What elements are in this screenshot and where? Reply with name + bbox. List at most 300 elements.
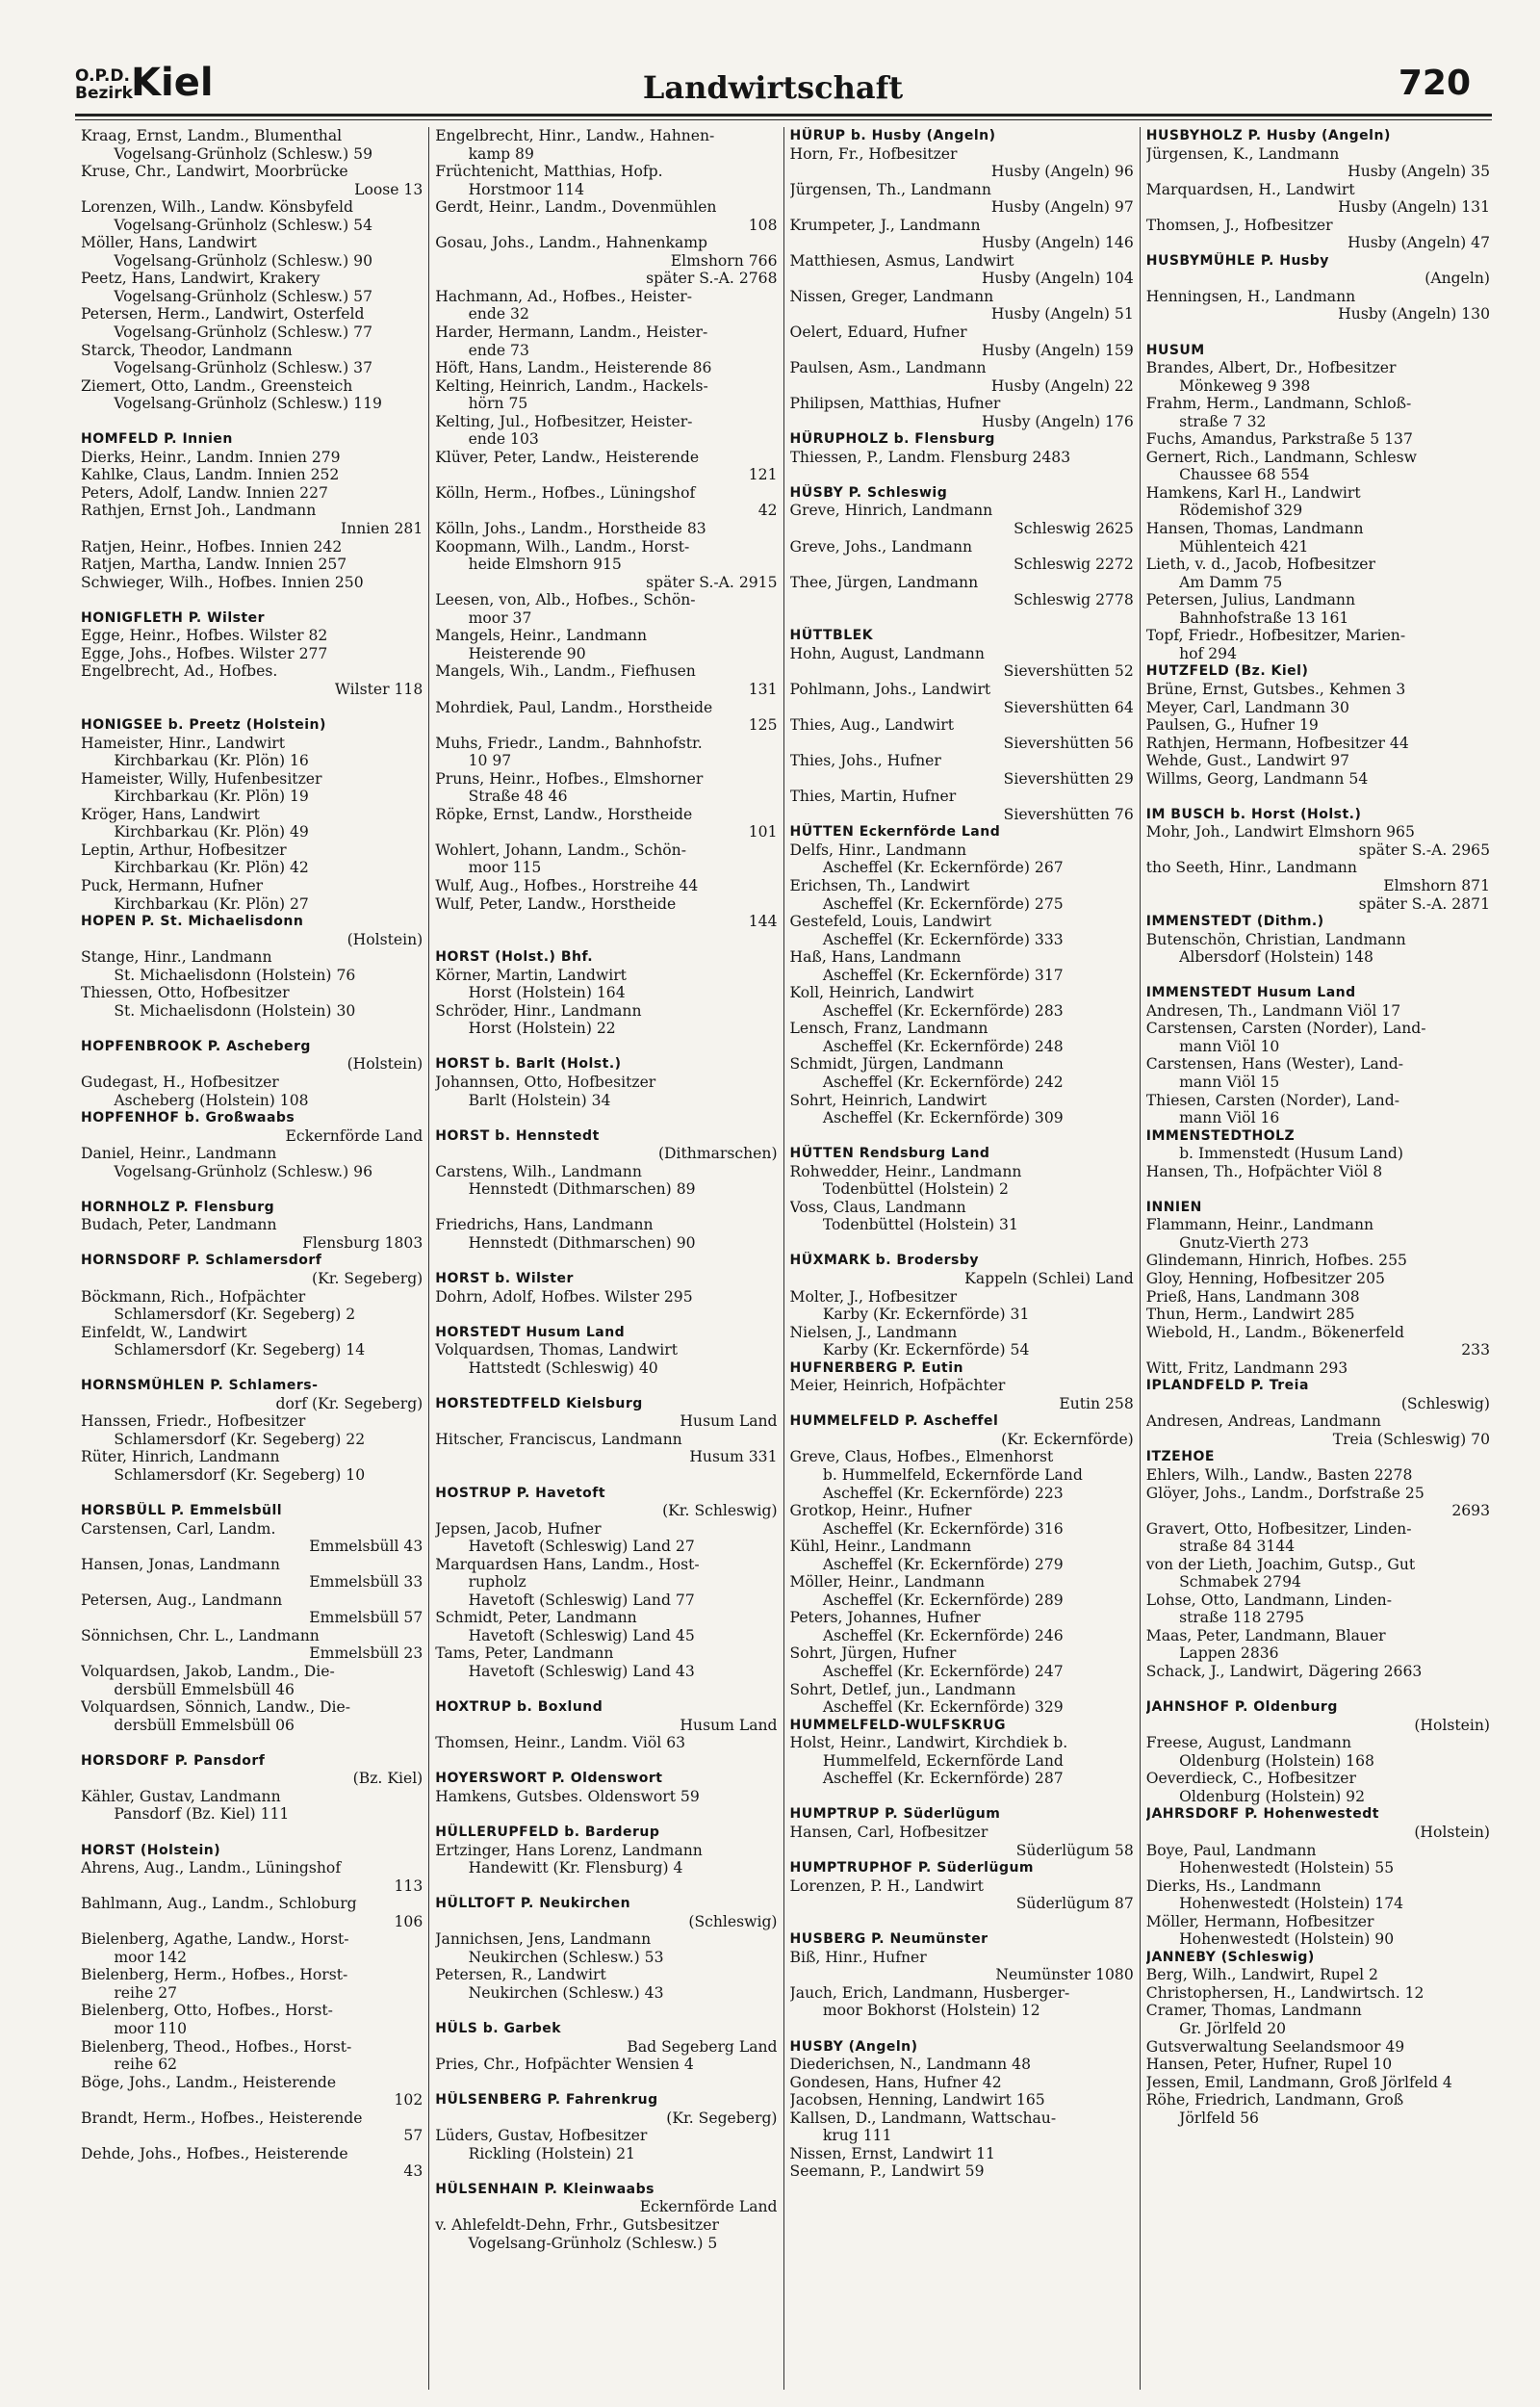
entry-line: Havetoft (Schleswig) Land 77: [468, 1591, 695, 1609]
entry-line: Peetz, Hans, Landwirt, Krakery: [81, 270, 321, 288]
spacer: [790, 1913, 1134, 1931]
entry-line: Jörlfeld 56: [1179, 2109, 1259, 2127]
locality-heading: HÜTTEN Rendsburg Land: [789, 1146, 990, 1162]
region-line-2: Bezirk: [75, 84, 133, 103]
entry-line: Jessen, Emil, Landmann, Groß Jörlfeld 4: [1145, 2073, 1452, 2091]
entry-line: moor 115: [468, 859, 542, 877]
entry-line: Kirchbarkau (Kr. Plön) 16: [114, 752, 309, 770]
entry-line: Gudegast, H., Hofbesitzer: [81, 1073, 279, 1091]
entry-line: Treia (Schleswig) 70: [1332, 1430, 1490, 1448]
entry-line: (Holstein): [346, 1055, 424, 1074]
entry-line: Handewitt (Kr. Flensburg) 4: [468, 1859, 683, 1877]
entry-line: Mühlenteich 421: [1179, 537, 1309, 556]
entry-line: Rödemishof 329: [1179, 502, 1303, 520]
entry-line: Oldenburg (Holstein) 92: [1179, 1787, 1365, 1805]
entry-line: v. Ahlefeldt-Dehn, Frhr., Gutsbesitzer: [435, 2215, 719, 2234]
entry-line: krug 111: [822, 2127, 892, 2145]
entry-line: Eutin 258: [1059, 1394, 1134, 1412]
entry-line: Innien 281: [341, 520, 424, 538]
spacer: [81, 591, 423, 609]
entry-line: Horst (Holstein) 22: [468, 1020, 616, 1038]
entry-line: Erichsen, Th., Landwirt: [789, 876, 970, 894]
entry-line: Thies, Johs., Hufner: [789, 752, 941, 770]
entry-line: Boye, Paul, Landmann: [1145, 1841, 1317, 1859]
entry-line: Husby (Angeln) 51: [990, 305, 1134, 324]
entry-line: rupholz: [468, 1573, 526, 1592]
entry-line: Heisterende 90: [468, 644, 586, 662]
entry-line: Wilster 118: [334, 680, 424, 698]
locality-heading: HORSBÜLL P. Emmelsbüll: [81, 1503, 283, 1519]
entry-line: Butenschön, Christian, Landmann: [1145, 930, 1406, 948]
entry-line: ende 32: [468, 305, 529, 324]
entry-line: mann Viöl 15: [1179, 1073, 1280, 1091]
entry-line: Gravert, Otto, Hofbesitzer, Linden-: [1145, 1519, 1412, 1538]
spacer: [435, 1805, 777, 1824]
listing-columns: [75, 127, 1496, 2390]
entry-line: Topf, Friedr., Hofbesitzer, Marien-: [1145, 627, 1406, 645]
locality-heading: HOSTRUP P. Havetoft: [435, 1485, 606, 1501]
entry-line: Starck, Theodor, Landmann: [81, 341, 293, 359]
entry-line: Mönkeweg 9 398: [1179, 376, 1311, 395]
entry-line: Frahm, Herm., Landmann, Schloß-: [1145, 395, 1412, 413]
entry-line: Hohenwestedt (Holstein) 90: [1179, 1930, 1395, 1949]
entry-line: Nissen, Ernst, Landwirt 11: [789, 2144, 995, 2162]
entry-line: Berg, Wilh., Landwirt, Rupel 2: [1145, 1966, 1378, 1984]
entry-line: 42: [757, 502, 778, 520]
entry-line: Ascheffel (Kr. Eckernförde) 283: [822, 1001, 1064, 1020]
locality-heading: HUSBERG P. Neumünster: [789, 1931, 988, 1948]
entry-line: Ascheffel (Kr. Eckernförde) 279: [822, 1555, 1064, 1573]
entry-line: Kraag, Ernst, Landm., Blumenthal: [81, 127, 343, 144]
entry-line: Hansen, Carl, Hofbesitzer: [789, 1823, 988, 1841]
entry-line: Schmidt, Jürgen, Landmann: [789, 1055, 1004, 1074]
entry-line: Todenbüttel (Holstein) 2: [822, 1180, 1009, 1199]
entry-line: Freese, August, Landmann: [1145, 1734, 1351, 1752]
entry-line: mann Viöl 10: [1179, 1037, 1280, 1055]
locality-heading: ITZEHOE: [1145, 1449, 1215, 1465]
entry-line: Kahlke, Claus, Landm. Innien 252: [81, 466, 340, 484]
entry-line: Hummelfeld, Eckernförde Land: [822, 1751, 1064, 1770]
entry-line: ende 73: [468, 341, 529, 359]
entry-line: Ascheffel (Kr. Eckernförde) 247: [822, 1663, 1064, 1681]
entry-line: Lensch, Franz, Landmann: [789, 1020, 988, 1038]
entry-line: Henningsen, H., Landmann: [1145, 287, 1356, 305]
entry-line: Elmshorn 871: [1383, 876, 1490, 894]
locality-heading: HÜXMARK b. Brodersby: [789, 1253, 979, 1269]
entry-line: Egge, Heinr., Hofbes. Wilster 82: [81, 627, 328, 645]
entry-line: Schlamersdorf (Kr. Segeberg) 22: [114, 1430, 366, 1448]
entry-line: (Holstein): [1414, 1823, 1490, 1841]
entry-line: Oelert, Eduard, Hufner: [789, 324, 967, 342]
entry-line: Husum Land: [680, 1716, 778, 1734]
entry-line: Möller, Hans, Landwirt: [81, 234, 257, 252]
entry-line: Schlamersdorf (Kr. Segeberg) 2: [114, 1306, 356, 1324]
entry-line: Kappeln (Schlei) Land: [964, 1270, 1134, 1287]
entry-line: Hohenwestedt (Holstein) 55: [1179, 1859, 1395, 1877]
entry-line: Hansen, Thomas, Landmann: [1145, 520, 1364, 538]
entry-line: Hameister, Hinr., Landwirt: [81, 734, 286, 752]
entry-line: Paulsen, Asm., Landmann: [789, 359, 987, 377]
spacer: [1146, 967, 1490, 985]
entry-line: Marquardsen Hans, Landm., Host-: [435, 1555, 700, 1573]
entry-line: Thomsen, J., Hofbesitzer: [1145, 216, 1333, 234]
entry-line: Ascheffel (Kr. Eckernförde) 275: [822, 894, 1064, 913]
entry-line: Willms, Georg, Landmann 54: [1145, 769, 1369, 788]
entry-line: Egge, Johs., Hofbes. Wilster 277: [81, 644, 328, 662]
entry-line: Hansen, Th., Hofpächter Viöl 8: [1145, 1162, 1383, 1180]
entry-line: Husum Land: [680, 1412, 778, 1431]
spacer: [81, 1485, 423, 1503]
entry-line: Peters, Adolf, Landw. Innien 227: [81, 483, 328, 502]
entry-line: Straße 48 46: [468, 788, 568, 806]
spacer: [435, 1038, 777, 1056]
entry-line: moor 142: [114, 1948, 188, 1966]
entry-line: (Schleswig): [1400, 1394, 1490, 1412]
entry-line: Sönnichsen, Chr. L., Landmann: [81, 1626, 320, 1644]
entry-line: Paulsen, G., Hufner 19: [1145, 716, 1319, 735]
entry-line: Barlt (Holstein) 34: [468, 1091, 611, 1109]
entry-line: Loose 13: [354, 180, 424, 198]
entry-line: Hansen, Peter, Hufner, Rupel 10: [1145, 2056, 1393, 2074]
entry-line: von der Lieth, Joachim, Gutsp., Gut: [1145, 1555, 1416, 1573]
entry-line: Albersdorf (Holstein) 148: [1179, 948, 1373, 967]
entry-line: 144: [748, 913, 778, 931]
entry-line: mann Viöl 16: [1179, 1109, 1280, 1127]
entry-line: Chaussee 68 554: [1179, 466, 1310, 484]
entry-line: Hitscher, Franciscus, Landmann: [435, 1430, 682, 1448]
entry-line: Ascheffel (Kr. Eckernförde) 246: [822, 1626, 1064, 1644]
entry-line: Meyer, Carl, Landmann 30: [1145, 698, 1349, 716]
entry-line: Budach, Peter, Landmann: [81, 1216, 277, 1234]
spacer: [81, 1824, 423, 1842]
entry-line: 121: [748, 466, 778, 484]
entry-line: Kirchbarkau (Kr. Plön) 49: [114, 823, 309, 841]
entry-line: (Kr. Segeberg): [312, 1270, 424, 1287]
entry-line: Gerdt, Heinr., Landm., Dovenmühlen: [435, 198, 717, 217]
entry-line: Vogelsang-Grünholz (Schlesw.) 90: [114, 251, 373, 270]
entry-line: Engelbrecht, Hinr., Landw., Hahnen-: [435, 127, 715, 144]
spacer: [435, 1752, 777, 1771]
locality-heading: IMMENSTEDTHOLZ: [1145, 1127, 1296, 1144]
entry-line: Thiessen, Otto, Hofbesitzer: [81, 984, 290, 1002]
entry-line: Hamkens, Karl H., Landwirt: [1145, 483, 1361, 502]
entry-line: Schack, J., Landwirt, Dägering 2663: [1145, 1663, 1423, 1681]
entry-line: Schröder, Hinr., Landmann: [435, 1001, 642, 1020]
spacer: [790, 1234, 1134, 1253]
locality-heading: HÜLSENHAIN P. Kleinwaabs: [435, 2181, 654, 2197]
entry-line: Havetoft (Schleswig) Land 27: [468, 1538, 695, 1556]
entry-line: hörn 75: [468, 395, 528, 413]
entry-line: Hattstedt (Schleswig) 40: [468, 1359, 658, 1377]
spacer: [435, 931, 777, 949]
entry-line: Ascheffel (Kr. Eckernförde) 287: [822, 1770, 1064, 1788]
entry-line: Jepsen, Jacob, Hufner: [435, 1519, 602, 1538]
locality-heading: HORST b. Wilster: [435, 1271, 574, 1286]
entry-line: straße 84 3144: [1179, 1538, 1296, 1556]
entry-line: später S.-A. 2768: [646, 270, 778, 288]
locality-heading: HORSTEDT Husum Land: [435, 1324, 626, 1340]
entry-line: Jannichsen, Jens, Landmann: [435, 1930, 652, 1949]
locality-heading: JANNEBY (Schleswig): [1145, 1949, 1315, 1965]
entry-line: Vogelsang-Grünholz (Schlesw.) 57: [114, 287, 373, 305]
entry-line: Tams, Peter, Landmann: [435, 1644, 614, 1663]
locality-heading: HORST b. Barlt (Holst.): [435, 1056, 622, 1073]
entry-line: Kirchbarkau (Kr. Plön) 42: [114, 859, 309, 877]
spacer: [435, 1199, 777, 1217]
entry-line: Holst, Heinr., Landwirt, Kirchdiek b.: [789, 1734, 1068, 1752]
entry-line: 57: [403, 2127, 424, 2145]
entry-line: Dierks, Hs., Landmann: [1145, 1876, 1322, 1895]
entry-line: moor Bokhorst (Holstein) 12: [822, 2002, 1040, 2020]
entry-line: (Kr. Eckernförde): [1001, 1430, 1134, 1448]
entry-line: 43: [403, 2162, 424, 2181]
entry-line: dorf (Kr. Segeberg): [275, 1394, 424, 1412]
entry-line: Böckmann, Rich., Hofpächter: [81, 1287, 306, 1306]
entry-line: Vogelsang-Grünholz (Schlesw.) 37: [114, 359, 373, 377]
entry-line: straße 118 2795: [1179, 1609, 1305, 1627]
spacer: [790, 466, 1134, 484]
entry-line: Ascheffel (Kr. Eckernförde) 248: [822, 1037, 1064, 1055]
locality-heading: JAHNSHOF P. Oldenburg: [1145, 1699, 1338, 1716]
locality-heading: HÜRUP b. Husby (Angeln): [789, 128, 996, 143]
entry-line: Todenbüttel (Holstein) 31: [822, 1216, 1018, 1234]
entry-line: Ascheffel (Kr. Eckernförde) 333: [822, 930, 1064, 948]
page-header: [75, 60, 1471, 116]
entry-line: Gutsverwaltung Seelandsmoor 49: [1145, 2037, 1405, 2056]
entry-line: Bahnhofstraße 13 161: [1179, 608, 1349, 627]
entry-line: Thee, Jürgen, Landmann: [789, 573, 979, 591]
locality-heading: HUMMELFELD P. Ascheffel: [789, 1413, 999, 1430]
spacer: [435, 1109, 777, 1127]
locality-heading: HORST (Holstein): [81, 1842, 221, 1858]
entry-line: Kröger, Hans, Landwirt: [81, 805, 260, 823]
entry-line: 102: [394, 2091, 424, 2109]
spacer: [790, 2020, 1134, 2038]
entry-line: Ratjen, Heinr., Hofbes. Innien 242: [81, 537, 343, 556]
locality-heading: HÜRUPHOLZ b. Flensburg: [789, 431, 995, 448]
entry-line: Thomsen, Heinr., Landm. Viöl 63: [435, 1734, 686, 1752]
entry-line: Bielenberg, Herm., Hofbes., Horst-: [81, 1966, 348, 1984]
entry-line: Volquardsen, Jakob, Landm., Die-: [81, 1663, 335, 1681]
entry-line: später S.-A. 2915: [646, 573, 778, 591]
entry-line: Lüders, Gustav, Hofbesitzer: [435, 2127, 648, 2145]
spacer: [790, 1788, 1134, 1806]
entry-line: Thies, Aug., Landwirt: [789, 716, 954, 735]
entry-line: Elmshorn 766: [670, 251, 778, 270]
entry-line: Rohwedder, Heinr., Landmann: [789, 1162, 1022, 1180]
entry-line: Klüver, Peter, Landw., Heisterende: [435, 448, 700, 466]
spacer: [435, 1377, 777, 1395]
entry-line: Kirchbarkau (Kr. Plön) 27: [114, 894, 309, 913]
column-3: [783, 127, 1140, 2390]
entry-line: reihe 62: [114, 2056, 178, 2074]
entry-line: Neumünster 1080: [995, 1966, 1134, 1984]
entry-line: Ziemert, Otto, Landm., Greensteich: [81, 376, 353, 395]
entry-line: Körner, Martin, Landwirt: [435, 966, 627, 984]
locality-heading: HÜLLTOFT P. Neukirchen: [435, 1896, 631, 1912]
entry-line: reihe 27: [114, 1983, 178, 2002]
entry-line: Karby (Kr. Eckernförde) 31: [822, 1306, 1030, 1324]
entry-line: Nielsen, J., Landmann: [789, 1323, 958, 1341]
entry-line: heide Elmshorn 915: [468, 556, 622, 574]
entry-line: Wehde, Gust., Landwirt 97: [1145, 752, 1350, 770]
locality-heading: HORSTEDTFELD Kielsburg: [435, 1395, 643, 1411]
entry-line: Greve, Johs., Landmann: [789, 537, 973, 556]
column-4: [1140, 127, 1496, 2390]
entry-line: Wulf, Aug., Hofbes., Horstreihe 44: [435, 876, 699, 894]
entry-line: Oeverdieck, C., Hofbesitzer: [1145, 1770, 1356, 1788]
entry-line: straße 7 32: [1179, 412, 1267, 430]
entry-line: St. Michaelisdonn (Holstein) 30: [114, 1001, 356, 1020]
entry-line: Mangels, Wih., Landm., Fiefhusen: [435, 662, 696, 681]
entry-line: Sohrt, Heinrich, Landwirt: [789, 1091, 988, 1109]
entry-line: Hennstedt (Dithmarschen) 90: [468, 1233, 696, 1252]
entry-line: (Holstein): [1414, 1716, 1490, 1734]
entry-line: Bad Segeberg Land: [627, 2037, 778, 2056]
entry-line: Neukirchen (Schlesw.) 53: [468, 1948, 664, 1966]
entry-line: moor 37: [468, 608, 532, 627]
entry-line: Ratjen, Martha, Landw. Innien 257: [81, 556, 347, 574]
entry-line: Hennstedt (Dithmarschen) 89: [468, 1180, 696, 1199]
entry-line: Am Damm 75: [1179, 573, 1283, 591]
locality-heading: HOPFENBROOK P. Ascheberg: [81, 1038, 311, 1054]
locality-heading: HUSBYMÜHLE P. Husby: [1145, 252, 1329, 269]
entry-line: Maas, Peter, Landmann, Blauer: [1145, 1626, 1386, 1644]
entry-line: Emmelsbüll 57: [309, 1609, 424, 1627]
entry-line: b. Immenstedt (Husum Land): [1179, 1145, 1403, 1163]
entry-line: Schmidt, Peter, Landmann: [435, 1609, 637, 1627]
entry-line: Krumpeter, J., Landmann: [789, 216, 981, 234]
locality-heading: JAHRSDORF P. Hohenwestedt: [1145, 1806, 1379, 1823]
entry-line: Dohrn, Adolf, Hofbes. Wilster 295: [435, 1287, 693, 1306]
entry-line: Hanssen, Friedr., Hofbesitzer: [81, 1412, 306, 1431]
entry-line: Witt, Fritz, Landmann 293: [1145, 1359, 1348, 1377]
entry-line: später S.-A. 2965: [1358, 841, 1490, 859]
spacer: [81, 1180, 423, 1199]
spacer: [435, 1681, 777, 1699]
entry-line: Kähler, Gustav, Landmann: [81, 1787, 281, 1805]
entry-line: Husby (Angeln) 104: [981, 270, 1134, 288]
entry-line: Husby (Angeln) 131: [1338, 198, 1490, 217]
entry-line: Husby (Angeln) 97: [990, 198, 1134, 217]
spacer: [81, 1359, 423, 1378]
column-1: [75, 127, 428, 2390]
entry-line: Husby (Angeln) 146: [981, 234, 1134, 252]
entry-line: Grotkop, Heinr., Hufner: [789, 1502, 972, 1520]
entry-line: Böge, Johs., Landm., Heisterende: [81, 2073, 337, 2091]
entry-line: 10 97: [468, 752, 512, 770]
entry-line: Andresen, Andreas, Landmann: [1145, 1412, 1381, 1431]
spacer: [81, 1020, 423, 1038]
entry-line: Schleswig 2272: [1014, 556, 1134, 574]
entry-line: Peters, Johannes, Hufner: [789, 1609, 981, 1627]
entry-line: dersbüll Emmelsbüll 06: [114, 1716, 295, 1734]
entry-line: Hohn, August, Landmann: [789, 644, 985, 662]
entry-line: Sohrt, Detlef, jun., Landmann: [789, 1680, 1016, 1698]
entry-line: Rathjen, Ernst Joh., Landmann: [81, 502, 317, 520]
header-rule-thick: [75, 114, 1492, 116]
entry-line: Flammann, Heinr., Landmann: [1145, 1216, 1374, 1234]
entry-line: Eckernförde Land: [285, 1126, 424, 1145]
entry-line: Greve, Hinrich, Landmann: [789, 502, 993, 520]
entry-line: (Bz. Kiel): [352, 1770, 424, 1788]
entry-line: Volquardsen, Sönnich, Landw., Die-: [81, 1698, 351, 1717]
entry-line: Flensburg 1803: [302, 1233, 424, 1252]
entry-line: Carstens, Wilh., Landmann: [435, 1162, 642, 1180]
entry-line: Schlamersdorf (Kr. Segeberg) 14: [114, 1341, 366, 1359]
entry-line: Biß, Hinr., Hufner: [789, 1948, 927, 1966]
entry-line: Schleswig 2625: [1014, 520, 1134, 538]
entry-line: 101: [748, 823, 778, 841]
entry-line: (Dithmarschen): [657, 1145, 778, 1163]
entry-line: Vogelsang-Grünholz (Schlesw.) 96: [114, 1162, 373, 1180]
spacer: [435, 2002, 777, 2020]
entry-line: Schleswig 2778: [1014, 591, 1134, 609]
entry-line: Röhe, Friedrich, Landmann, Groß: [1145, 2091, 1404, 2109]
locality-heading: HÜLS b. Garbek: [435, 2020, 562, 2036]
entry-line: Kelting, Jul., Hofbesitzer, Heister-: [435, 412, 693, 430]
entry-line: Mohrdiek, Paul, Landm., Horstheide: [435, 698, 713, 716]
entry-line: Haß, Hans, Landmann: [789, 948, 962, 967]
entry-line: Thun, Herm., Landwirt 285: [1145, 1306, 1355, 1324]
entry-line: Husum 331: [689, 1448, 778, 1466]
entry-line: Petersen, Herm., Landwirt, Osterfeld: [81, 305, 365, 324]
locality-heading: HÜTTEN Eckernförde Land: [789, 824, 1001, 841]
column-2: [428, 127, 783, 2390]
entry-line: Vogelsang-Grünholz (Schlesw.) 5: [468, 2234, 718, 2252]
entry-line: Ahrens, Aug., Landm., Lüningshof: [81, 1859, 342, 1877]
entry-line: Husby (Angeln) 47: [1348, 234, 1490, 252]
locality-heading: HORNHOLZ P. Flensburg: [81, 1199, 275, 1215]
header-rule-thin: [75, 119, 1492, 120]
entry-line: Carstensen, Carl, Landm.: [81, 1519, 276, 1538]
entry-line: Hameister, Willy, Hufenbesitzer: [81, 769, 322, 788]
entry-line: Gestefeld, Louis, Landwirt: [789, 913, 992, 931]
entry-line: Kruse, Chr., Landwirt, Moorbrücke: [81, 163, 348, 181]
city-name: Kiel: [131, 61, 214, 105]
entry-line: Hachmann, Ad., Hofbes., Heister-: [435, 287, 693, 305]
entry-line: Meier, Heinrich, Hofpächter: [789, 1377, 1006, 1395]
locality-heading: HÜTTBLEK: [789, 628, 874, 644]
entry-line: Pruns, Heinr., Hofbes., Elmshorner: [435, 769, 704, 788]
entry-line: (Angeln): [1424, 270, 1490, 288]
entry-line: Ascheffel (Kr. Eckernförde) 242: [822, 1073, 1064, 1091]
entry-line: Pohlmann, Johs., Landwirt: [789, 680, 991, 698]
entry-line: Pansdorf (Bz. Kiel) 111: [114, 1805, 290, 1824]
entry-line: Husby (Angeln) 96: [990, 163, 1134, 181]
entry-line: Bielenberg, Otto, Hofbes., Horst-: [81, 2002, 333, 2020]
entry-line: Jürgensen, Th., Landmann: [789, 180, 991, 198]
entry-line: Horn, Fr., Hofbesitzer: [789, 144, 958, 163]
entry-line: Wohlert, Johann, Landm., Schön-: [435, 841, 686, 859]
spacer: [1146, 1681, 1490, 1699]
entry-line: Mohr, Joh., Landwirt Elmshorn 965: [1145, 823, 1415, 841]
entry-line: Lorenzen, Wilh., Landw. Könsbyfeld: [81, 198, 354, 217]
entry-line: Hansen, Jonas, Landmann: [81, 1555, 280, 1573]
entry-line: Lorenzen, P. H., Landwirt: [789, 1876, 984, 1895]
entry-line: Ascheffel (Kr. Eckernförde) 309: [822, 1109, 1064, 1127]
locality-heading: IPLANDFELD P. Treia: [1145, 1378, 1309, 1394]
entry-line: Kallsen, D., Landmann, Wattschau-: [789, 2109, 1057, 2127]
entry-line: hof 294: [1179, 644, 1238, 662]
entry-line: Prieß, Hans, Landmann 308: [1145, 1287, 1360, 1306]
locality-heading: HUSUM: [1145, 342, 1205, 358]
entry-line: Sievershütten 76: [1003, 805, 1134, 823]
entry-line: Ascheffel (Kr. Eckernförde) 223: [822, 1484, 1064, 1502]
spacer: [81, 699, 423, 717]
spacer: [1146, 324, 1490, 342]
entry-line: Neukirchen (Schlesw.) 43: [468, 1983, 664, 2002]
